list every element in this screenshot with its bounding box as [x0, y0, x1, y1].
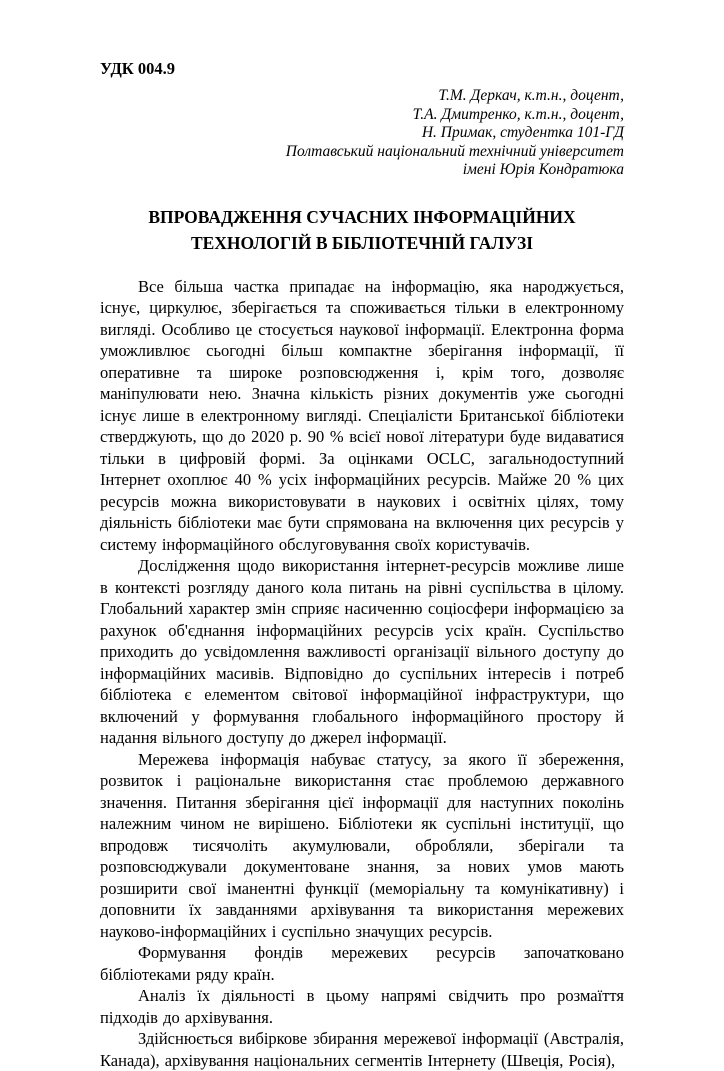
author-line: Н. Примак, студентка 101-ГД: [100, 124, 624, 143]
author-block: [100, 87, 624, 180]
paragraph: Аналіз їх діяльності в цьому напрямі свідчить про розмаїття підходів до архівування.: [100, 985, 624, 1028]
article-body: [100, 276, 624, 1071]
paragraph: Формування фондів мережевих ресурсів започатковано бібліотеками ряду країн.: [100, 942, 624, 985]
article-title: ВПРОВАДЖЕННЯ СУЧАСНИХ ІНФОРМАЦІЙНИХ ТЕХНОЛОГІЙ В БІБЛІОТЕЧНІЙ ГАЛУЗІ: [127, 204, 597, 256]
affiliation-line: Полтавський національний технічний університет: [100, 143, 624, 162]
author-line: Т.А. Дмитренко, к.т.н., доцент,: [100, 106, 624, 125]
paragraph: Все більша частка припадає на інформацію, яка народжується, існує, циркулює, зберігається та споживається тільки в електронному вигляді. Особливо це стосується наукової інформації. Електронна форма уможливлює сьогодні більш компактне зберігання інформації, її оперативне та широке розповсюдження і, крім того, дозволяє маніпулювати нею. Значна кількість різних документів уже сьогодні існує лише в електронному вигляді. Спеціалісти Британської бібліотеки стверджують, що до 2020 р. 90 % всієї нової літератури буде видаватися тільки в цифровій формі. За оцінками OCLC, загальнодоступний Інтернет охоплює 40 % усіх інформаційних ресурсів. Майже 20 % цих ресурсів можна використовувати в наукових і освітніх цілях, тому діяльність бібліотеки має бути спрямована на включення цих ресурсів у систему інформаційного обслуговування своїх користувачів.: [100, 276, 624, 556]
paragraph: Здійснюється вибіркове збирання мережевої інформації (Австралія, Канада), архівування національних сегментів Інтернету (Швеція, Росія),: [100, 1028, 624, 1071]
udc-code: УДК 004.9: [100, 58, 624, 79]
paragraph: Мережева інформація набуває статусу, за якого її збереження, розвиток і раціональне використання стає проблемою державного значення. Питання зберігання цієї інформації для наступних поколінь належним чином не вирішено. Бібліотеки як суспільні інституції, що впродовж тисячоліть акумулювали, обробляли, зберігали та розповсюджували документоване знання, за нових умов мають розширити свої іманентні функції (меморіальну та комунікативну) і доповнити їх завданнями архівування та використання мережевих науково-інформаційних і суспільно значущих ресурсів.: [100, 749, 624, 943]
affiliation-line: імені Юрія Кондратюка: [100, 161, 624, 180]
author-line: Т.М. Деркач, к.т.н., доцент,: [100, 87, 624, 106]
paragraph: Дослідження щодо використання інтернет-ресурсів можливе лише в контексті розгляду даного кола питань на рівні суспільства в цілому. Глобальний характер змін сприяє насиченню соціосфери інформацією за рахунок об'єднання інформаційних ресурсів усіх країн. Суспільство приходить до усвідомлення важливості організації вільного доступу до інформаційних масивів. Відповідно до суспільних інтересів і потреб бібліотека є елементом світової інформаційної інфраструктури, що включений у формування глобального інформаційного простору й надання вільного доступу до джерел інформації.: [100, 555, 624, 749]
